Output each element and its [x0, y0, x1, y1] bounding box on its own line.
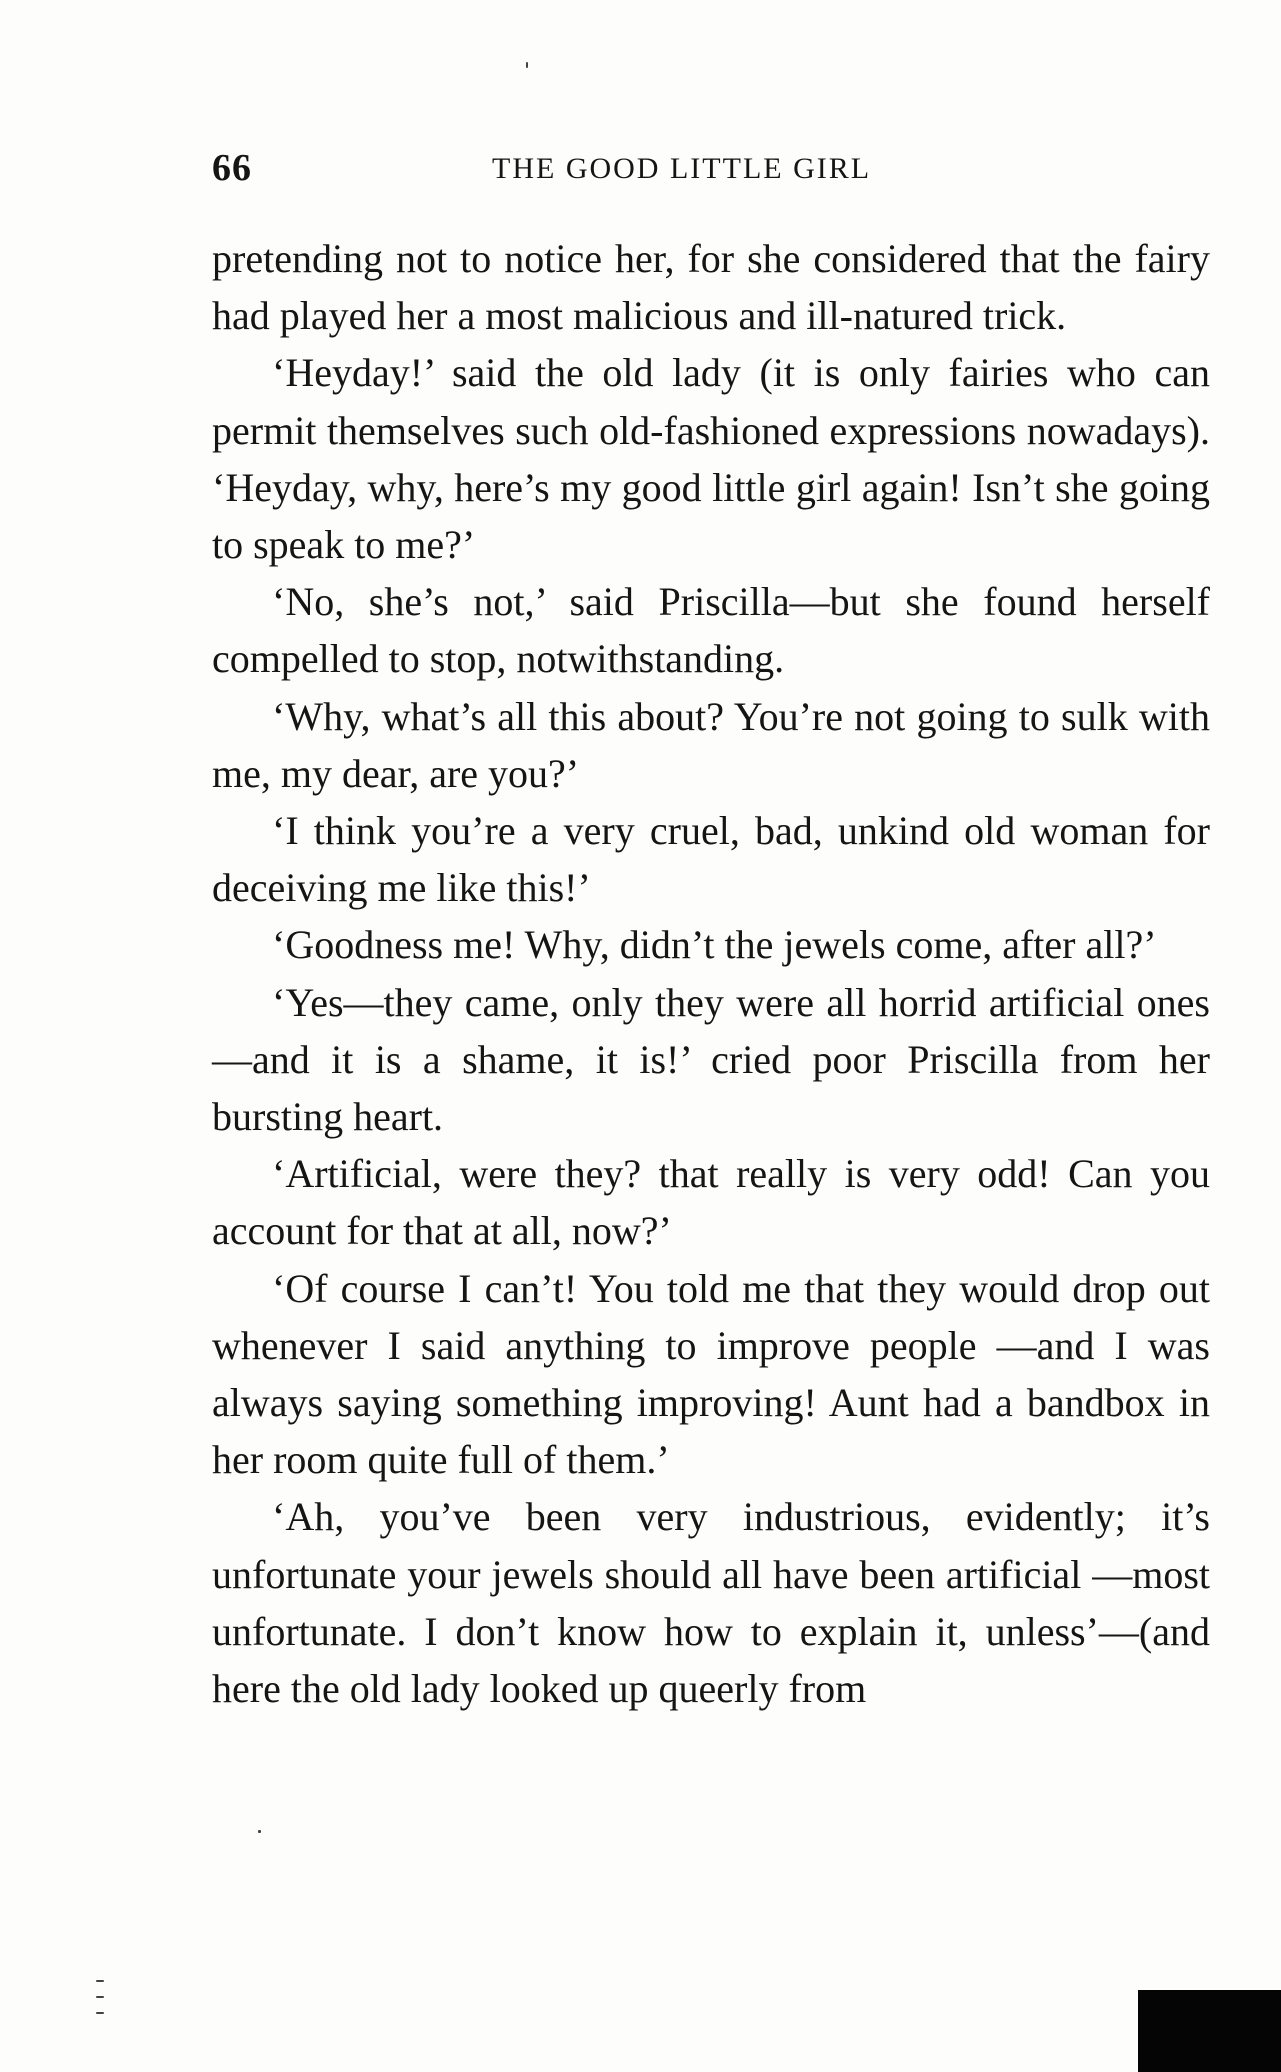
paragraph: ‘Artificial, were they? that really is very odd! Can you account for that at all, now?’: [212, 1151, 1210, 1254]
print-speck: [96, 2012, 104, 2014]
page-header: [212, 146, 1210, 196]
paragraph: ‘Goodness me! Why, didn’t the jewels come, after all?’: [272, 922, 1157, 968]
scan-edge-mark: [1138, 1990, 1281, 2072]
print-speck: [526, 62, 528, 68]
paragraph: ‘I think you’re a very cruel, bad, unkind old woman for deceiving me like this!’: [212, 808, 1210, 911]
print-speck: [96, 1996, 104, 1998]
paragraph: ‘Heyday!’ said the old lady (it is only fairies who can permit themselves such old-fashioned expressions nowadays). ‘Heyday, why, here’s my good little girl again! Isn’t she going to speak to me?’: [212, 350, 1210, 568]
paragraph: ‘Ah, you’ve been very industrious, evidently; it’s unfortunate your jewels should all have been artificial —most unfortunate. I don’t know how to explain it, unless’—(and here the old lady looked up queerly from: [212, 1494, 1210, 1712]
page-number: 66: [212, 147, 252, 189]
paragraph: ‘Of course I can’t! You told me that they would drop out whenever I said anything to improve people —and I was always saying something improving! Aunt had a bandbox in her room quite full of them.’: [212, 1265, 1210, 1483]
paragraph: ‘Why, what’s all this about? You’re not going to sulk with me, my dear, are you?’: [212, 693, 1210, 796]
paragraph: ‘Yes—they came, only they were all horrid artificial ones—and it is a shame, it is!’ cried poor Priscilla from her bursting heart.: [212, 979, 1210, 1140]
paragraph: pretending not to notice her, for she considered that the fairy had played her a most malicious and ill-natured trick.: [212, 236, 1210, 339]
paragraph: ‘No, she’s not,’ said Priscilla—but she found herself compelled to stop, notwithstanding.: [212, 579, 1210, 682]
print-speck: [258, 1830, 261, 1833]
running-head: THE GOOD LITTLE GIRL: [492, 152, 872, 185]
body-text: [212, 230, 1210, 1717]
print-speck: [96, 1980, 104, 1982]
